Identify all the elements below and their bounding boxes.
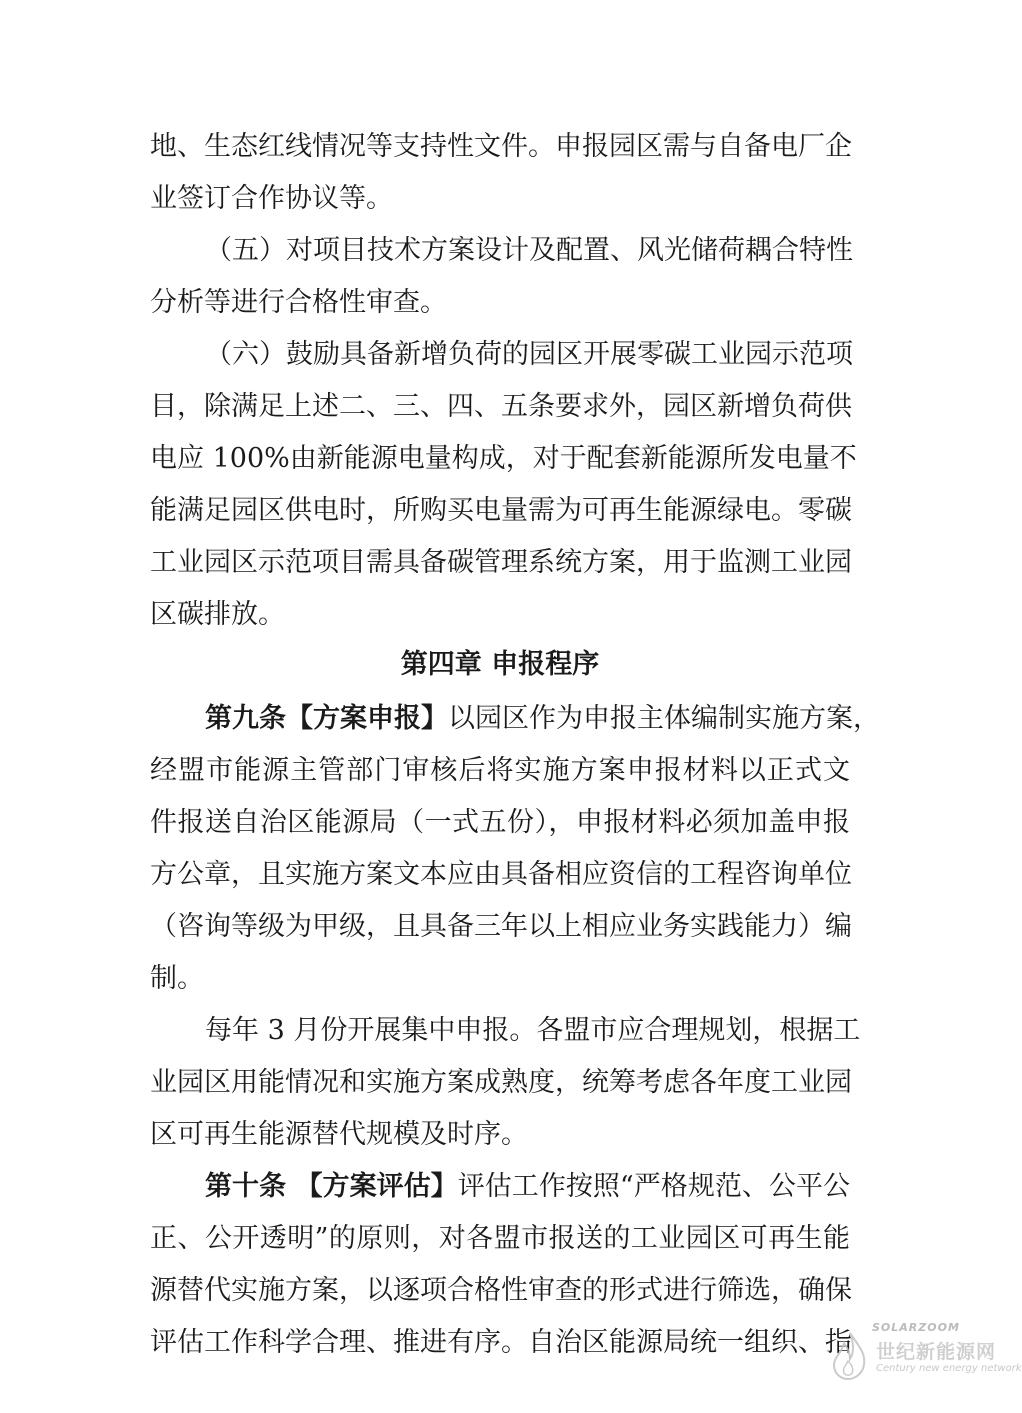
text-line: （咨询等级为甲级，且具备三年以上相应业务实践能力）编 [150, 911, 852, 942]
text-line: 源替代实施方案，以逐项合格性审查的形式进行筛选，确保 [150, 1275, 852, 1306]
text-line: 区碳排放。 [150, 599, 285, 630]
watermark-brand: 世纪新能源网 [876, 1341, 997, 1363]
text-line: 制。 [150, 963, 204, 994]
article-9-first-line [205, 703, 880, 735]
text-line: 业签订合作协议等。 [150, 183, 393, 214]
text-line: 电应 100%由新能源电量构成，对于配套新能源所发电量不 [150, 443, 857, 474]
article-10-text: 评估工作按照“严格规范、公平公 [457, 1171, 850, 1202]
text-line: 区可再生能源替代规模及时序。 [150, 1119, 528, 1150]
text-line: 业园区用能情况和实施方案成熟度，统筹考虑各年度工业园 [150, 1067, 852, 1098]
article-9-text: 以园区作为申报主体编制实施方案， [448, 703, 880, 734]
text-line: （六）鼓励具备新增负荷的园区开展零碳工业园示范项 [205, 339, 853, 370]
text-line: 评估工作科学合理、推进有序。自治区能源局统一组织、指 [150, 1327, 852, 1358]
text-line: 经盟市能源主管部门审核后将实施方案申报材料以正式文 [150, 755, 850, 786]
article-9-title: 第九条【方案申报】 [205, 703, 448, 734]
text-line: 目，除满足上述二、三、四、五条要求外，园区新增负荷供 [150, 391, 852, 422]
chapter-heading: 第四章 申报程序 [400, 649, 600, 680]
text-line: 件报送自治区能源局（一式五份），申报材料必须加盖申报 [150, 807, 850, 838]
text-line: 每年 3 月份开展集中申报。各盟市应合理规划，根据工 [205, 1015, 861, 1046]
flame-logo-icon [828, 1331, 872, 1381]
text-line: 地、生态红线情况等支持性文件。申报园区需与自备电厂企 [150, 131, 852, 162]
watermark-solarzoom: SOLARZOOM [872, 1321, 960, 1334]
watermark [788, 1313, 1022, 1403]
text-line: 能满足园区供电时，所购买电量需为可再生能源绿电。零碳 [150, 495, 852, 526]
article-10-title: 第十条 【方案评估】 [205, 1171, 458, 1202]
text-line: 工业园区示范项目需具备碳管理系统方案，用于监测工业园 [150, 547, 852, 578]
watermark-subtitle: Century new energy network [876, 1363, 1022, 1374]
text-line: 方公章，且实施方案文本应由具备相应资信的工程咨询单位 [150, 859, 852, 890]
article-10-first-line [205, 1171, 850, 1203]
text-line: （五）对项目技术方案设计及配置、风光储荷耦合特性 [205, 235, 853, 266]
text-line: 分析等进行合格性审查。 [150, 287, 447, 318]
text-line: 正、公开透明”的原则，对各盟市报送的工业园区可再生能 [150, 1223, 850, 1254]
